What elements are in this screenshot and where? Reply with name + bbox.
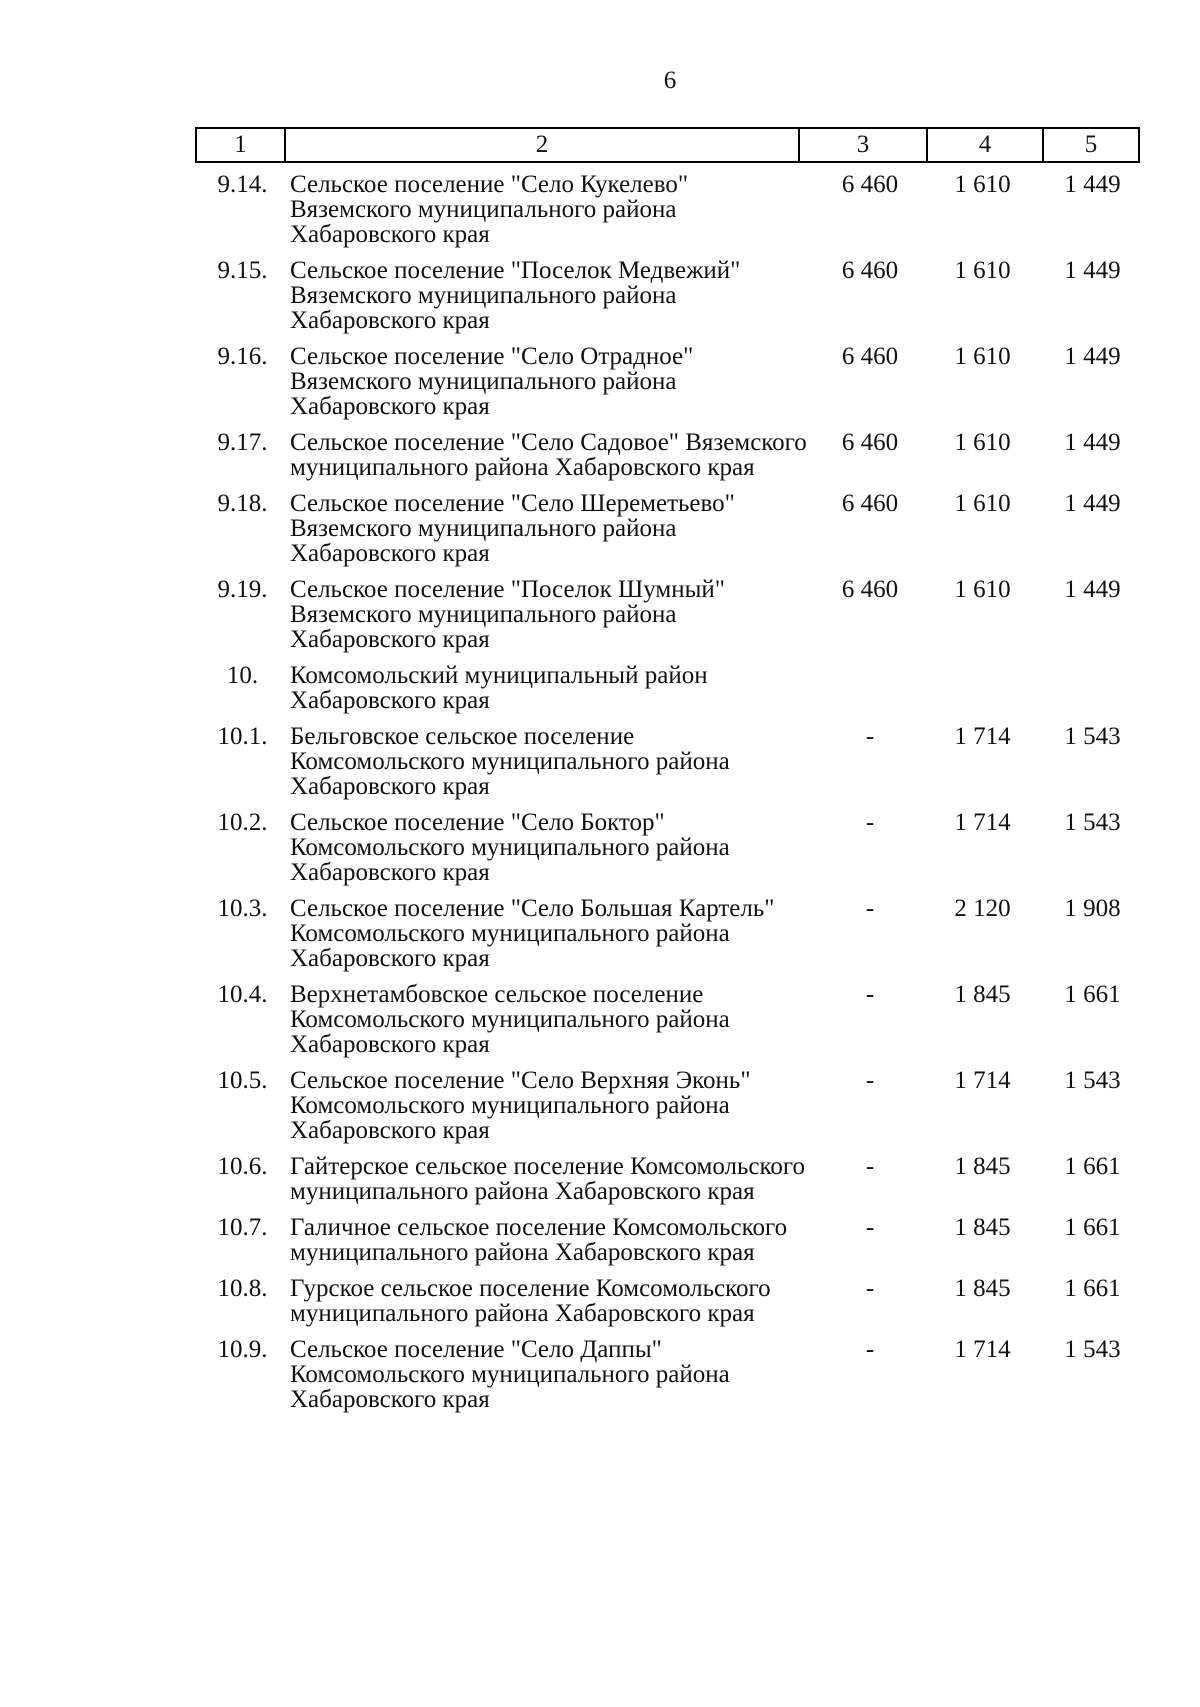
value-col-3: 6 460 bbox=[841, 257, 899, 284]
row-number: 10.2. bbox=[217, 809, 268, 836]
settlement-name: Сельское поселение "Село Садовое" Вяземского муниципального района Хабаровского края bbox=[290, 429, 807, 481]
value-col-4: 1 845 bbox=[954, 1275, 1011, 1302]
value-col-5: 1 661 bbox=[1064, 1214, 1121, 1241]
value-col-3 bbox=[815, 663, 925, 713]
settlement-name: Галичное сельское поселение Комсомольского муниципального района Хабаровского края bbox=[290, 1214, 788, 1266]
value-col-3: 6 460 bbox=[841, 490, 899, 517]
row-number: 9.18. bbox=[217, 490, 268, 517]
settlement-name: Сельское поселение "Село Кукелево" Вяземского муниципального района Хабаровского края bbox=[290, 171, 689, 248]
value-col-5: 1 543 bbox=[1064, 1067, 1121, 1094]
settlement-name: Сельское поселение "Село Даппы" Комсомольского муниципального района Хабаровского края bbox=[290, 1336, 730, 1413]
table-body bbox=[195, 172, 1145, 1423]
settlement-name: Сельское поселение "Село Большая Картель" Комсомольского муниципального района Хабаровского края bbox=[290, 895, 775, 972]
settlement-name: Гурское сельское поселение Комсомольского муниципального района Хабаровского края bbox=[290, 1275, 771, 1327]
settlement-name: Сельское поселение "Поселок Шумный" Вяземского муниципального района Хабаровского края bbox=[290, 576, 725, 653]
value-col-3: 6 460 bbox=[841, 171, 899, 198]
value-col-3: - bbox=[865, 1067, 875, 1094]
table-row bbox=[195, 1068, 1145, 1143]
row-number: 10.3. bbox=[217, 895, 268, 922]
value-col-4: 1 845 bbox=[954, 981, 1011, 1008]
table-row bbox=[195, 1337, 1145, 1412]
value-col-5: 1 661 bbox=[1064, 981, 1121, 1008]
settlement-name: Сельское поселение "Село Верхняя Эконь" Комсомольского муниципального района Хабаровского края bbox=[290, 1067, 751, 1144]
header-col-1: 1 bbox=[234, 131, 247, 158]
value-col-5: 1 449 bbox=[1064, 576, 1121, 603]
settlement-name: Сельское поселение "Село Боктор" Комсомольского муниципального района Хабаровского края bbox=[290, 809, 730, 886]
value-col-3: - bbox=[865, 895, 875, 922]
row-number: 9.17. bbox=[217, 429, 268, 456]
header-col-3: 3 bbox=[798, 129, 926, 161]
settlement-name: Сельское поселение "Село Отрадное" Вяземского муниципального района Хабаровского края bbox=[290, 343, 694, 420]
value-col-4: 1 714 bbox=[954, 809, 1011, 836]
value-col-5: 1 543 bbox=[1064, 1336, 1121, 1363]
table-row bbox=[195, 810, 1145, 885]
value-col-4: 1 845 bbox=[954, 1153, 1011, 1180]
table-row bbox=[195, 172, 1145, 247]
row-number: 10.1. bbox=[217, 723, 268, 750]
row-number: 10.4. bbox=[217, 981, 268, 1008]
settlement-name: Сельское поселение "Поселок Медвежий" Вяземского муниципального района Хабаровского края bbox=[290, 257, 741, 334]
table-row bbox=[195, 1154, 1145, 1204]
row-number: 9.14. bbox=[217, 171, 268, 198]
value-col-3: - bbox=[865, 1336, 875, 1363]
value-col-5: 1 543 bbox=[1064, 723, 1121, 750]
value-col-3: - bbox=[865, 1275, 875, 1302]
table-row bbox=[195, 491, 1145, 566]
value-col-4 bbox=[925, 663, 1040, 713]
value-col-3: - bbox=[865, 981, 875, 1008]
row-number: 9.19. bbox=[217, 576, 268, 603]
table-row bbox=[195, 982, 1145, 1057]
value-col-5: 1 449 bbox=[1064, 257, 1121, 284]
value-col-5: 1 449 bbox=[1064, 171, 1121, 198]
table-row bbox=[195, 344, 1145, 419]
row-number: 10.5. bbox=[217, 1067, 268, 1094]
value-col-4: 1 610 bbox=[954, 257, 1011, 284]
value-col-5: 1 449 bbox=[1064, 490, 1121, 517]
value-col-5: 1 661 bbox=[1064, 1275, 1121, 1302]
value-col-5: 1 449 bbox=[1064, 343, 1121, 370]
value-col-3: 6 460 bbox=[841, 576, 899, 603]
value-col-3: - bbox=[865, 723, 875, 750]
table-row bbox=[195, 430, 1145, 480]
value-col-5: 1 908 bbox=[1064, 895, 1121, 922]
page-number: 6 bbox=[663, 67, 677, 94]
table-row bbox=[195, 663, 1145, 713]
table-header bbox=[195, 127, 1140, 163]
row-number: 9.15. bbox=[217, 257, 268, 284]
row-number: 10.6. bbox=[217, 1153, 268, 1180]
value-col-3: - bbox=[865, 1153, 875, 1180]
value-col-5 bbox=[1040, 663, 1145, 713]
value-col-4: 1 610 bbox=[954, 490, 1011, 517]
value-col-5: 1 449 bbox=[1064, 429, 1121, 456]
settlement-name: Сельское поселение "Село Шереметьево" Вяземского муниципального района Хабаровского края bbox=[290, 490, 735, 567]
value-col-4: 1 610 bbox=[954, 171, 1011, 198]
value-col-5: 1 661 bbox=[1064, 1153, 1121, 1180]
value-col-4: 1 610 bbox=[954, 576, 1011, 603]
row-number: 10.9. bbox=[217, 1336, 268, 1363]
settlement-name: Гайтерское сельское поселение Комсомольского муниципального района Хабаровского края bbox=[290, 1153, 805, 1205]
table-row bbox=[195, 258, 1145, 333]
value-col-4: 1 714 bbox=[954, 1336, 1011, 1363]
header-col-2: 2 bbox=[284, 129, 798, 161]
row-number: 10.8. bbox=[217, 1275, 268, 1302]
value-col-4: 1 845 bbox=[954, 1214, 1011, 1241]
value-col-4: 1 610 bbox=[954, 343, 1011, 370]
row-number: 10.7. bbox=[217, 1214, 268, 1241]
settlement-name: Верхнетамбовское сельское поселение Комсомольского муниципального района Хабаровского края bbox=[290, 981, 730, 1058]
value-col-3: - bbox=[865, 1214, 875, 1241]
value-col-3: - bbox=[865, 809, 875, 836]
header-col-4: 4 bbox=[926, 129, 1042, 161]
value-col-4: 2 120 bbox=[954, 895, 1011, 922]
settlement-name: Бельговское сельское поселение Комсомольского муниципального района Хабаровского края bbox=[290, 723, 730, 800]
table-row bbox=[195, 724, 1145, 799]
header-col-5: 5 bbox=[1042, 129, 1138, 161]
table-row bbox=[195, 1276, 1145, 1326]
value-col-4: 1 714 bbox=[954, 1067, 1011, 1094]
value-col-4: 1 714 bbox=[954, 723, 1011, 750]
table-row bbox=[195, 1215, 1145, 1265]
row-number: 9.16. bbox=[217, 343, 268, 370]
table-row bbox=[195, 577, 1145, 652]
value-col-3: 6 460 bbox=[841, 429, 899, 456]
value-col-4: 1 610 bbox=[954, 429, 1011, 456]
value-col-5: 1 543 bbox=[1064, 809, 1121, 836]
table-row bbox=[195, 896, 1145, 971]
row-number: 10. bbox=[226, 662, 259, 689]
district-name: Комсомольский муниципальный район Хабаровского края bbox=[290, 662, 708, 714]
value-col-3: 6 460 bbox=[841, 343, 899, 370]
